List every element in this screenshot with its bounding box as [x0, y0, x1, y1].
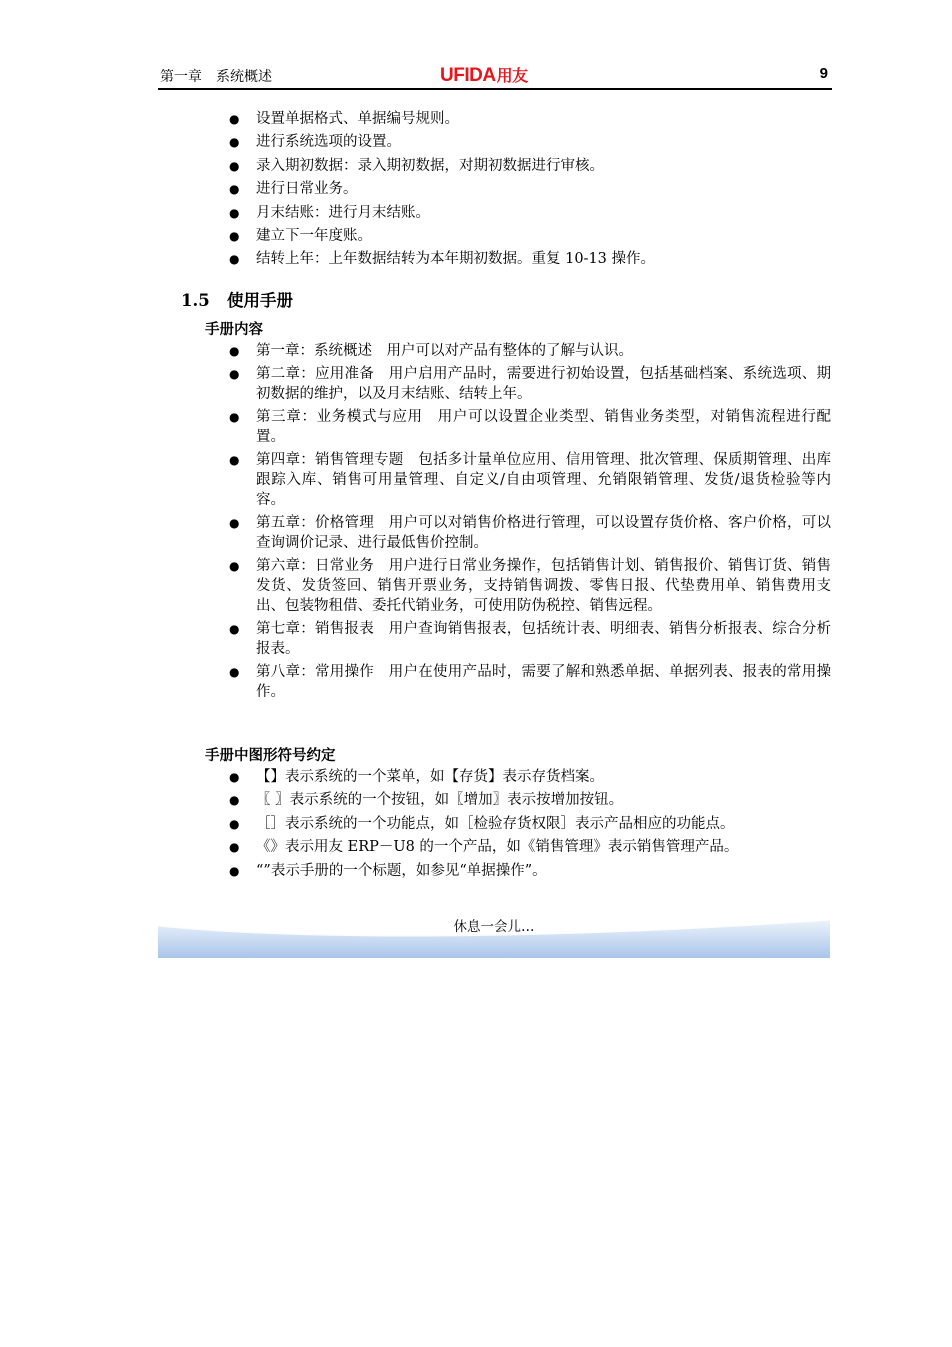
chapter-summary-item-text: 第八章：常用操作 用户在使用产品时，需要了解和熟悉单据、单据列表、报表的常用操作。	[256, 664, 831, 700]
setup-step-item	[228, 156, 838, 176]
bullet-icon: ●	[229, 559, 240, 573]
chapter-summary-item-text: 第二章：应用准备 用户启用产品时，需要进行初始设置，包括基础档案、系统选项、期初数据的维护，以及月末结账、结转上年。	[256, 366, 831, 402]
symbol-convention-item	[228, 814, 838, 834]
symbol-convention-item	[228, 767, 838, 787]
bullet-icon: ●	[229, 252, 240, 267]
page-header	[158, 62, 832, 90]
footer-band	[158, 905, 830, 958]
chapter-summary-item-text: 第四章：销售管理专题 包括多计量单位应用、信用管理、批次管理、保质期管理、出库跟踪入库、销售可用量管理、自定义/自由项管理、允销限销管理、发货/退货检验等内容。	[256, 452, 831, 508]
chapter-summary-item	[228, 619, 831, 659]
bullet-icon: ●	[229, 410, 240, 424]
chapter-summary-item	[228, 513, 831, 553]
symbol-convention-item-text: 《》表示用友 ERP－U8 的一个产品，如《销售管理》表示销售管理产品。	[256, 839, 739, 856]
chapter-summary-item	[228, 556, 831, 616]
symbol-convention-item-text: ［］表示系统的一个功能点，如［检验存货权限］表示产品相应的功能点。	[256, 815, 735, 832]
symbol-convention-item	[228, 790, 838, 810]
chapter-title: 第一章 系统概述	[160, 69, 272, 85]
setup-step-item	[228, 132, 838, 152]
contents-heading: 手册内容	[205, 321, 263, 338]
symbol-convention-item-text: 【】表示系统的一个菜单，如【存货】表示存货档案。	[256, 769, 604, 785]
bullet-icon: ●	[229, 182, 240, 197]
setup-step-item-text: 结转上年：上年数据结转为本年期初数据。重复 10-13 操作。	[256, 251, 656, 268]
bullet-icon: ●	[229, 205, 240, 220]
chapter-summary-item-text: 第一章：系统概述 用户可以对产品有整体的了解与认识。	[256, 343, 633, 359]
chapter-summary-item-text: 第七章：销售报表 用户查询销售报表，包括统计表、明细表、销售分析报表、综合分析报表。	[256, 621, 831, 657]
contents-list	[228, 341, 831, 705]
logo-cn: 用友	[496, 66, 528, 85]
chapter-summary-item	[228, 364, 831, 404]
section-title	[181, 287, 293, 311]
chapter-summary-item-text: 第三章：业务模式与应用 用户可以设置企业类型、销售业务类型，对销售流程进行配置。	[256, 409, 831, 445]
chapter-summary-item	[228, 662, 831, 702]
setup-step-item	[228, 249, 838, 269]
symbol-convention-item	[228, 861, 838, 881]
bullet-icon: ●	[229, 516, 240, 530]
bullet-icon: ●	[229, 367, 240, 381]
bullet-icon: ●	[229, 135, 240, 150]
bullet-icon: ●	[229, 228, 240, 243]
setup-step-item-text: 进行系统选项的设置。	[256, 134, 401, 151]
bullet-icon: ●	[229, 622, 240, 636]
bullet-icon: ●	[229, 816, 240, 831]
setup-step-item-text: 进行日常业务。	[256, 181, 358, 198]
bullet-icon: ●	[229, 863, 240, 878]
symbol-convention-item-text: 〖 〗表示系统的一个按钮，如〖增加〗表示按增加按钮。	[256, 792, 624, 809]
ufida-logo	[440, 63, 528, 87]
bullet-icon: ●	[229, 112, 240, 126]
setup-step-item-text: 月末结账：进行月末结账。	[256, 204, 430, 221]
symbols-list	[228, 767, 838, 884]
bullet-icon: ●	[229, 158, 240, 173]
section-number: 1.5	[181, 291, 210, 310]
page-number: 9	[819, 65, 828, 82]
chapter-summary-item	[228, 450, 831, 510]
symbol-convention-item-text: “”表示手册的一个标题，如参见“单据操作”。	[256, 862, 547, 879]
chapter-summary-item-text: 第五章：价格管理 用户可以对销售价格进行管理，可以设置存货价格、客户价格，可以查询调价记录、进行最低售价控制。	[256, 515, 831, 551]
bullet-icon: ●	[229, 453, 240, 467]
symbol-convention-item	[228, 837, 838, 857]
bullet-icon: ●	[229, 344, 240, 358]
section-title-text: 使用手册	[226, 291, 293, 310]
setup-step-item	[228, 203, 838, 223]
setup-step-item-text: 录入期初数据：录入期初数据，对期初数据进行审核。	[256, 157, 604, 174]
bullet-icon: ●	[229, 793, 240, 808]
setup-step-item-text: 设置单据格式、单据编号规则。	[256, 111, 459, 127]
bullet-icon: ●	[229, 840, 240, 855]
footer-text: 休息一会儿…	[453, 919, 535, 935]
setup-step-item-text: 建立下一年度账。	[256, 227, 372, 244]
setup-steps-list	[228, 109, 838, 273]
chapter-summary-item	[228, 341, 831, 361]
symbols-heading: 手册中图形符号约定	[205, 747, 336, 764]
bullet-icon: ●	[229, 665, 240, 679]
chapter-summary-item	[228, 407, 831, 447]
chapter-summary-item-text: 第六章：日常业务 用户进行日常业务操作，包括销售计划、销售报价、销售订货、销售发货、发货签回、销售开票业务，支持销售调拨、零售日报、代垫费用单、销售费用支出、包装物租借、委托代销业务，可使用防伪税控、销售远程。	[256, 558, 831, 614]
logo-latin: UFIDA	[440, 65, 496, 86]
setup-step-item	[228, 109, 838, 129]
setup-step-item	[228, 226, 838, 246]
setup-step-item	[228, 179, 838, 199]
bullet-icon: ●	[229, 770, 240, 784]
